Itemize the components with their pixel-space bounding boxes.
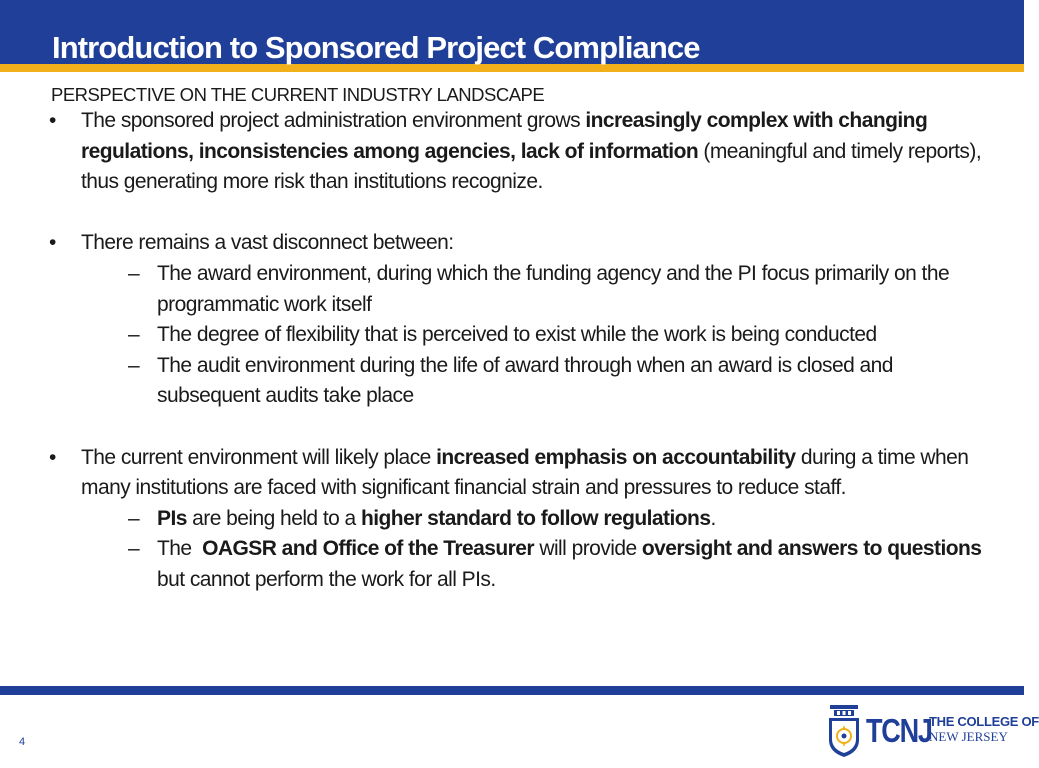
dash-mark: – xyxy=(128,261,140,285)
bullet-item-disconnect xyxy=(0,228,1024,259)
sub-bullet-text: The audit environment during the life of award through when an award is closed and subsequent audits take place xyxy=(157,353,893,408)
sub-bullet-pis-standard xyxy=(0,504,1024,535)
bullet-text: (meaningful and timely reports), thus generating more risk than institutions recognize. xyxy=(81,139,982,194)
bullet-mark: • xyxy=(49,109,56,132)
bullet-text: during a time when many institutions are faced with significant financial strain and pressures to reduce staff. xyxy=(81,445,969,500)
sub-bullet-text: The degree of flexibility that is perceived to exist while the work is being conducted xyxy=(157,323,877,347)
sub-bullet-text: The xyxy=(157,537,203,561)
sub-bullet-text: The award environment, during which the funding agency and the PI focus primarily on the programmatic work itself xyxy=(157,261,950,316)
sub-bullet-emphasis: oversight and answers to questions xyxy=(641,537,982,561)
sub-bullet-text: are being held to a xyxy=(186,506,361,530)
sub-bullet-emphasis: OAGSR and Office of the Treasurer xyxy=(202,537,535,561)
bullet-item-accountability xyxy=(0,443,1024,504)
sub-bullet-text: but cannot perform the work for all PIs. xyxy=(157,567,496,591)
spacer xyxy=(0,412,1024,443)
bullet-emphasis: increased emphasis on accountability xyxy=(436,445,796,469)
dash-mark: – xyxy=(128,323,140,347)
bullet-text: There remains a vast disconnect between: xyxy=(81,231,454,255)
sub-bullet-oagsr-oversight xyxy=(0,534,1024,595)
tcnj-logo xyxy=(826,703,1039,759)
sub-bullet-emphasis: PIs xyxy=(157,506,187,530)
bullet-text: The sponsored project administration environment grows xyxy=(81,109,586,132)
college-seal-icon xyxy=(826,703,862,759)
sub-bullet-emphasis: higher standard to follow regulations xyxy=(360,506,711,530)
logo-wordmark: TCNJ xyxy=(866,712,932,749)
spacer xyxy=(0,198,1024,229)
dash-mark: – xyxy=(128,537,140,561)
bullet-item-complexity xyxy=(0,106,1024,198)
slide-body xyxy=(0,106,1024,596)
slide-title: Introduction to Sponsored Project Compliance xyxy=(52,30,700,65)
sub-bullet-text: will provide xyxy=(534,537,642,561)
sub-bullet-award-environment xyxy=(0,259,1024,320)
sub-bullet-audit-environment xyxy=(0,351,1024,412)
page-number: 4 xyxy=(19,736,26,748)
bullet-emphasis: increasingly complex with changing regulations, inconsistencies among agencies, lack of information xyxy=(81,109,928,163)
sub-bullet-flexibility xyxy=(0,320,1024,351)
dash-mark: – xyxy=(128,353,140,377)
bullet-text: The current environment will likely place xyxy=(81,445,437,469)
bullet-mark: • xyxy=(49,445,56,469)
footer-band xyxy=(0,686,1024,695)
logo-text-line2: NEW JERSEY xyxy=(929,729,1008,744)
logo-text-line1: THE COLLEGE OF xyxy=(929,714,1039,729)
bullet-mark: • xyxy=(49,231,56,255)
sub-bullet-text: . xyxy=(710,506,716,530)
slide-subtitle: PERSPECTIVE ON THE CURRENT INDUSTRY LANDSCAPE xyxy=(51,84,545,105)
dash-mark: – xyxy=(128,506,140,530)
